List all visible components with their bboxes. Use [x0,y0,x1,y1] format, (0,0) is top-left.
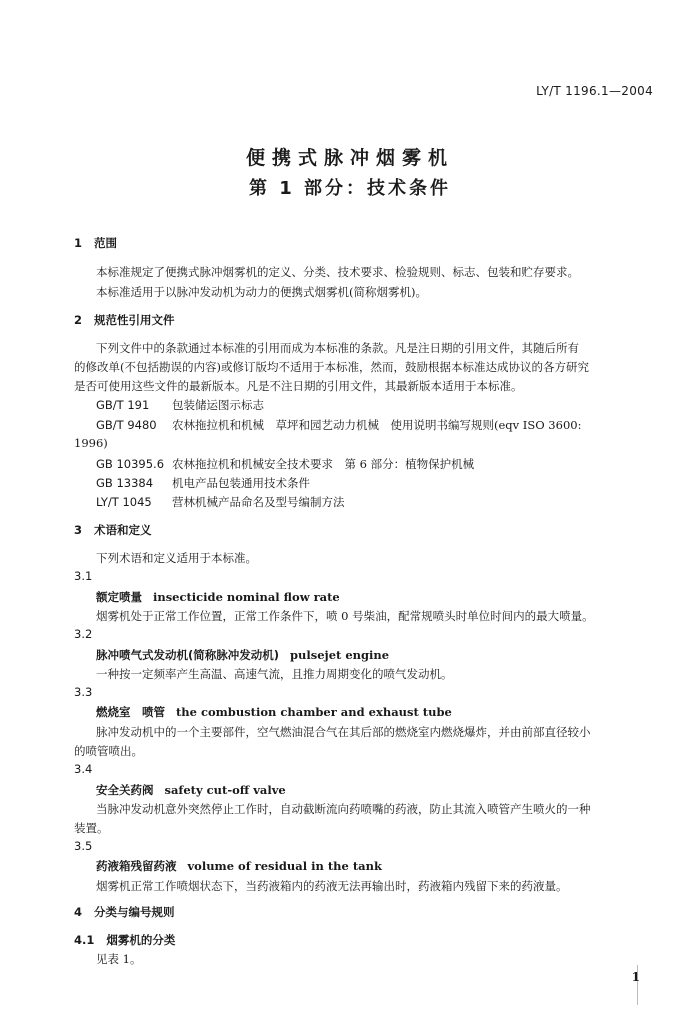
section-number: 1 [74,236,83,250]
section-2-heading [74,312,175,328]
reference-title: 机电产品包装通用技术条件 [172,476,310,490]
reference-title: 农林拖拉机和机械 草坪和园艺动力机械 使用说明书编写规则(eqv ISO 3600: [172,418,582,432]
reference-title: 营林机械产品命名及型号编制方法 [172,495,345,509]
reference-code: GB 13384 [96,476,154,490]
paragraph: 下列文件中的条款通过本标准的引用而成为本标准的条款。凡是注日期的引用文件，其随后所有 [96,341,579,355]
document-subtitle: 第 1 部分：技术条件 [248,178,452,199]
paragraph: 本标准规定了便携式脉冲烟雾机的定义、分类、技术要求、检验规则、标志、包装和贮存要求。 [96,265,579,279]
reference-code: GB 10395.6 [96,457,165,471]
term-number: 3.1 [74,569,93,583]
reference-title: 包装储运图示标志 [172,398,264,412]
reference-code: LY/T 1045 [96,495,152,509]
reference-item [96,397,264,413]
paragraph: 本标准适用于以脉冲发动机为动力的便携式烟雾机(简称烟雾机)。 [96,285,427,299]
term-heading [96,589,340,605]
term-chinese: 脉冲喷气式发动机(简称脉冲发动机) [96,648,280,662]
reference-item [96,456,474,472]
term-definition: 烟雾机处于正常工作位置，正常工作条件下，喷 0 号柴油，配常规喷头时单位时间内的最大喷量。 [96,609,594,623]
section-title: 规范性引用文件 [94,313,175,327]
reference-item [96,475,310,491]
section-number: 3 [74,523,83,537]
reference-item [96,417,581,433]
term-english: the combustion chamber and exhaust tube [175,705,452,719]
term-chinese: 额定喷量 [96,590,142,604]
term-chinese: 燃烧室 喷管 [96,705,165,719]
term-definition: 烟雾机正常工作喷烟状态下，当药液箱内的药液无法再输出时，药液箱内残留下来的药液量。 [96,879,568,893]
reference-title: 1996) [74,436,108,450]
term-english: insecticide nominal flow rate [152,590,340,604]
section-1-heading [74,235,117,251]
section-title: 分类与编号规则 [94,905,175,919]
subsection-4-1-heading [74,932,175,948]
section-4-heading [74,904,175,920]
term-definition: 当脉冲发动机意外突然停止工作时，自动截断流向药喷嘴的药液，防止其流入喷管产生喷火的一种 [96,802,591,816]
term-heading [96,647,389,663]
subsection-title: 烟雾机的分类 [106,933,176,947]
page-number: 1 [631,970,640,984]
term-definition: 一种按一定频率产生高温、高速气流，且推力周期变化的喷气发动机。 [96,667,453,681]
document-title: 便携式脉冲烟雾机 [245,147,454,169]
paragraph: 是否可使用这些文件的最新版本。凡是不注日期的引用文件，其最新版本适用于本标准。 [74,379,523,393]
term-heading [96,704,452,720]
section-title: 范围 [94,236,118,250]
term-definition: 脉冲发动机中的一个主要部件，空气燃油混合气在其后部的燃烧室内燃烧爆炸，并由前部直径较小 [96,725,591,739]
reference-item [96,494,345,510]
section-number: 2 [74,313,83,327]
reference-code: GB/T 191 [96,398,150,412]
term-number: 3.5 [74,839,93,853]
reference-title: 农林拖拉机和机械安全技术要求 第 6 部分：植物保护机械 [172,457,475,471]
section-3-heading [74,522,152,538]
term-chinese: 安全关药阀 [96,783,154,797]
term-number: 3.3 [74,685,93,699]
term-english: safety cut-off valve [164,783,286,797]
term-number: 3.4 [74,762,93,776]
section-number: 4 [74,905,83,919]
reference-continuation [74,436,108,450]
term-heading [96,858,382,874]
subsection-number: 4.1 [74,933,95,947]
paragraph: 的修改单(不包括勘误的内容)或修订版均不适用于本标准，然而，鼓励根据本标准达成协议的各方研究 [74,360,589,374]
term-definition-continuation: 装置。 [74,821,109,835]
paragraph: 下列术语和定义适用于本标准。 [96,551,257,565]
term-definition-continuation: 的喷管喷出。 [74,744,143,758]
standard-code: LY/T 1196.1—2004 [536,84,653,98]
term-chinese: 药液箱残留药液 [96,859,177,873]
reference-code: GB/T 9480 [96,418,157,432]
term-english: volume of residual in the tank [187,859,382,873]
term-heading [96,782,286,798]
paragraph: 见表 1。 [96,952,142,966]
term-number: 3.2 [74,627,93,641]
section-title: 术语和定义 [94,523,152,537]
term-english: pulsejet engine [289,648,390,662]
